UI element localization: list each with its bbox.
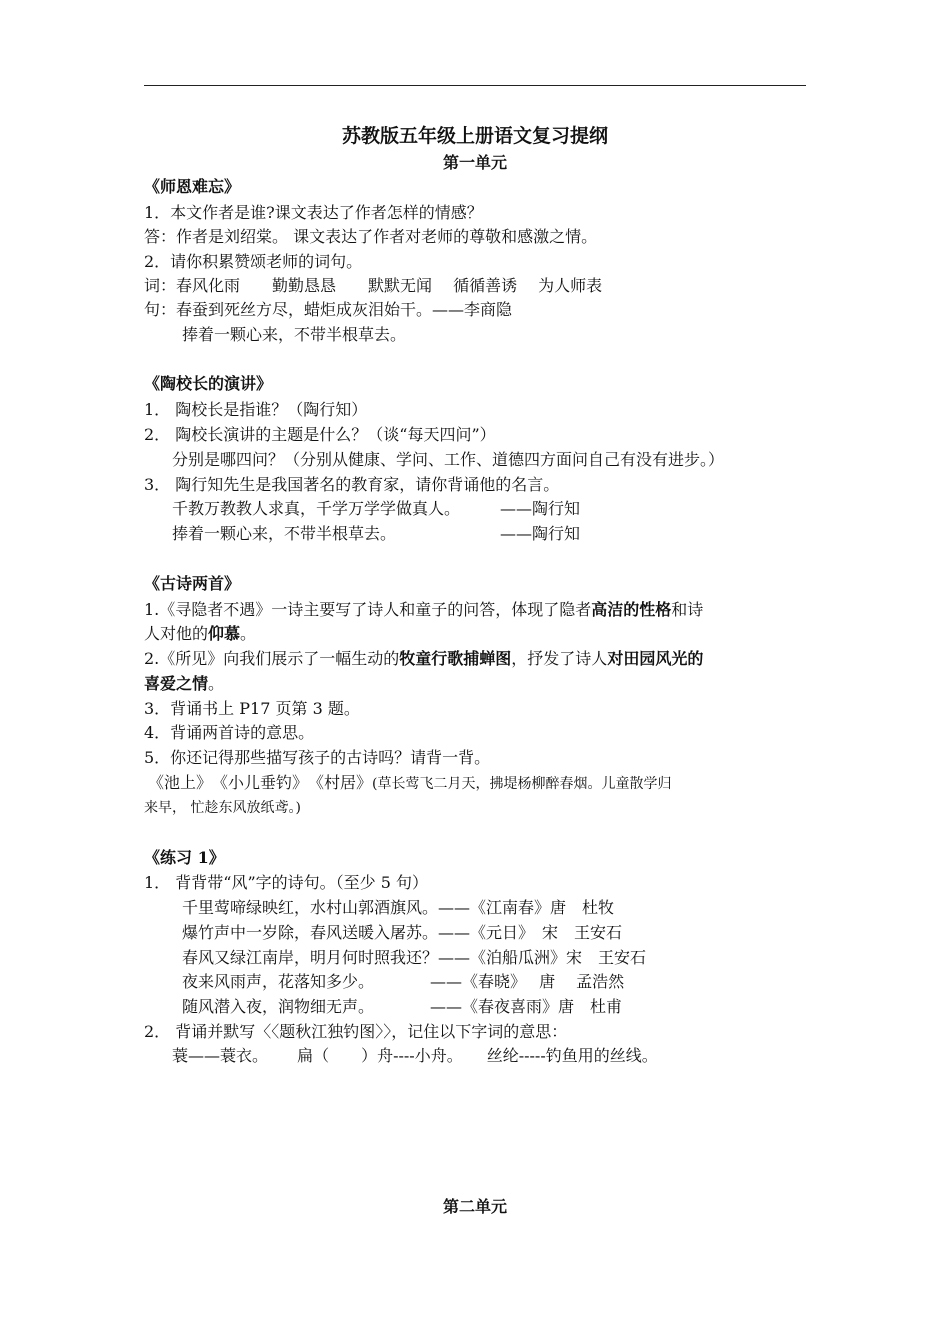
poem-list <box>148 773 671 794</box>
poem-line: 夜来风雨声，花落知多少。 ——《春晓》 唐 孟浩然 <box>182 972 625 991</box>
question: 1．本文作者是谁?课文表达了作者怎样的情感？ <box>144 203 483 222</box>
text: 。 <box>208 674 225 693</box>
section-heading: 《陶校长的演讲》 <box>144 374 273 393</box>
question: 2． 陶校长演讲的主题是什么？（谈“每天四问”） <box>144 425 496 444</box>
quote-line: 句：春蚕到死丝方尽，蜡炬成灰泪始干。——李商隐 <box>144 300 513 319</box>
question <box>144 600 703 620</box>
section-heading: 《古诗两首》 <box>144 574 241 593</box>
quote-line: 捧着一颗心来，不带半根草去。 <box>182 325 407 344</box>
poem-line: 爆竹声中一岁除，春风送暖入屠苏。——《元日》 宋 王安石 <box>182 923 623 942</box>
question: 1． 背背带“风”字的诗句。（至少 5 句） <box>144 873 428 892</box>
quote-line: 千教万教教人求真，千学万学学做真人。 ——陶行知 <box>172 499 581 518</box>
text: 2.《所见》向我们展示了一幅生动的 <box>144 649 400 668</box>
document-title: 苏教版五年级上册语文复习提纲 <box>341 125 608 147</box>
poem-text: 来早， 忙趁东风放纸鸢。) <box>144 800 301 816</box>
bold-text: 喜爱之情 <box>144 674 209 693</box>
quote-line: 捧着一颗心来，不带半根草去。 ——陶行知 <box>172 524 581 543</box>
text: 和诗 <box>671 600 704 619</box>
unit-heading: 第二单元 <box>442 1197 507 1216</box>
text: 。 <box>240 624 257 643</box>
poem-line: 随风潜入夜，润物细无声。 ——《春夜喜雨》唐 杜甫 <box>182 997 623 1016</box>
question-continued <box>144 674 224 694</box>
poem-line: 千里莺啼绿映红，水村山郭酒旗风。——《江南春》唐 杜牧 <box>182 898 615 917</box>
text: 人对他的 <box>144 624 209 643</box>
bold-text: 牧童行歌捕蝉图 <box>399 649 512 668</box>
question <box>144 649 703 669</box>
question: 5．你还记得那些描写孩子的古诗吗？请背一背。 <box>144 748 491 767</box>
bold-text: 对田园风光的 <box>607 649 704 668</box>
bold-text: 仰慕 <box>208 624 241 643</box>
section-heading: 《师恩难忘》 <box>144 177 241 196</box>
poem-titles: 《池上》 《小儿垂钓》 《村居》 <box>148 773 373 792</box>
unit-heading: 第一单元 <box>442 153 507 172</box>
question: 1． 陶校长是指谁？（陶行知） <box>144 400 368 419</box>
answer: 分别是哪四问？（分别从健康、学问、工作、道德四方面问自己有没有进步。） <box>172 450 725 469</box>
question: 3．背诵书上 P17 页第 3 题。 <box>144 699 360 718</box>
question: 4．背诵两首诗的意思。 <box>144 723 315 742</box>
text: ，抒发了诗人 <box>511 649 608 668</box>
header-rule <box>144 85 806 86</box>
bold-text: 高洁的性格 <box>591 600 672 619</box>
text: 1.《寻隐者不遇》一诗主要写了诗人和童子的问答，体现了隐者 <box>144 600 592 619</box>
question: 2．请你积累赞颂老师的词句。 <box>144 252 363 271</box>
definitions: 蓑——蓑衣。 扁（ ）舟----小舟。 丝纶-----钓鱼用的丝线。 <box>172 1046 658 1065</box>
poem-line: 春风又绿江南岸，明月何时照我还？——《泊船瓜洲》宋 王安石 <box>182 948 647 967</box>
answer: 答：作者是刘绍棠。 课文表达了作者对老师的尊敬和感激之情。 <box>144 227 598 246</box>
word-list: 词：春风化雨 勤勤恳恳 默默无闻 循循善诱 为人师表 <box>144 276 603 295</box>
question-continued <box>144 624 256 644</box>
poem-text: (草长莺飞二月天，拂堤杨柳醉春烟。儿童散学归 <box>372 776 672 792</box>
section-heading: 《练习 1》 <box>144 848 225 867</box>
question: 2． 背诵并默写〈〈题秋江独钓图〉〉，记住以下字词的意思： <box>144 1022 568 1041</box>
question: 3． 陶行知先生是我国著名的教育家，请你背诵他的名言。 <box>144 475 560 494</box>
